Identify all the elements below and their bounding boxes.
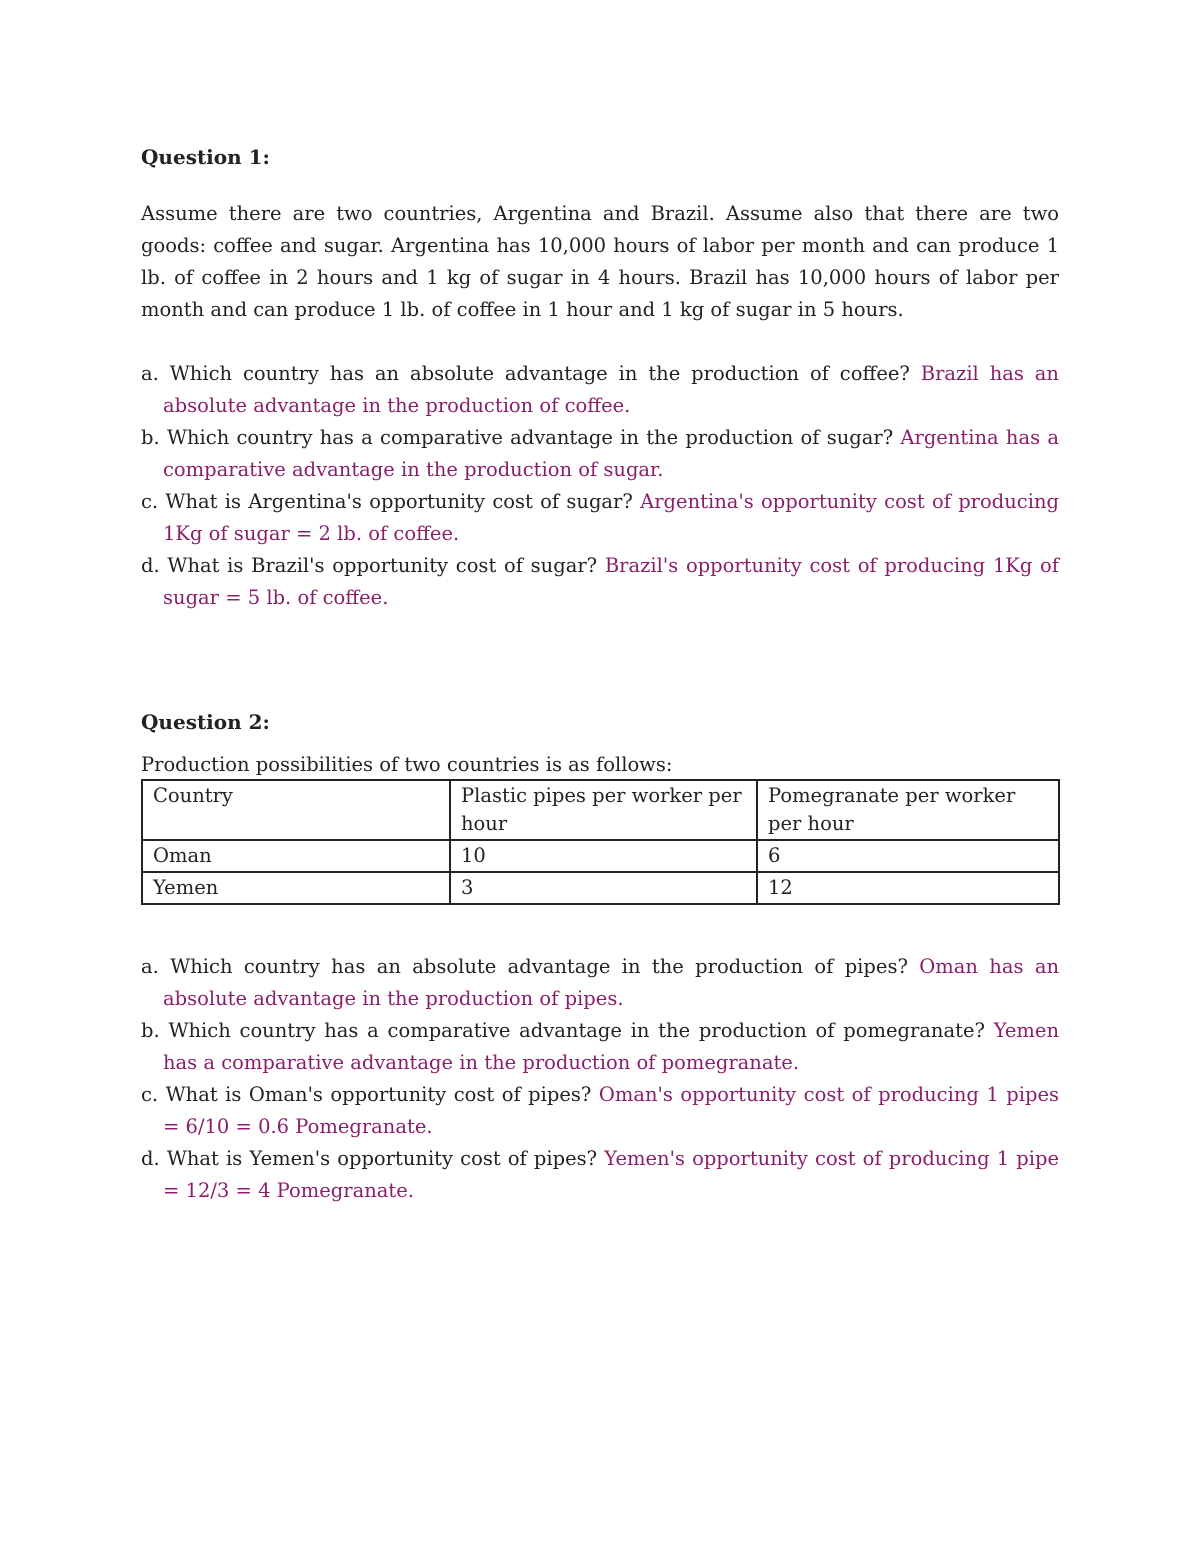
question-2-item-a [141,951,1059,1015]
item-answer: Brazil's opportunity cost of producing 1Kg of sugar = 5 lb. of coffee. [163,554,1059,609]
table-row [142,872,1059,904]
table-cell: 6 [757,840,1059,872]
item-question: Which country has a comparative advantage in the production of pomegranate? [168,1019,985,1042]
question-1-title: Question 1: [141,145,270,169]
item-label: b. [141,1019,160,1042]
item-label: a. [141,955,159,978]
item-label: b. [141,426,160,449]
question-1-item-a [141,358,1059,422]
item-label: d. [141,554,160,577]
production-table [141,779,1060,905]
question-1-item-d [141,550,1059,614]
item-question: What is Oman's opportunity cost of pipes? [165,1083,592,1106]
question-2-intro: Production possibilities of two countries is as follows: [141,753,673,776]
item-answer: Argentina has a comparative advantage in the production of sugar. [163,426,1059,481]
item-answer: Oman has an absolute advantage in the production of pipes. [163,955,1059,1010]
item-answer: Oman's opportunity cost of producing 1 pipes = 6/10 = 0.6 Pomegranate. [163,1083,1060,1138]
item-question: What is Yemen's opportunity cost of pipes? [166,1147,598,1170]
table-cell: Yemen [142,872,450,904]
header-cell: Plastic pipes per worker per hour [450,780,757,840]
question-1-list [141,358,1059,614]
header-cell: Country [142,780,450,840]
item-label: d. [141,1147,160,1170]
question-1-item-b [141,422,1059,486]
table-cell: 10 [450,840,757,872]
item-label: c. [141,490,159,513]
question-2-item-b [141,1015,1059,1079]
item-question: What is Brazil's opportunity cost of sugar? [167,554,598,577]
question-1-intro: Assume there are two countries, Argentina and Brazil. Assume also that there are two goods: coffee and sugar. Argentina has 10,000 hours of labor per month and can produce 1 lb. of coffee in 2 hours and 1 kg of sugar in 4 hours. Brazil has 10,000 hours of labor per month and can produce 1 lb. of coffee in 1 hour and 1 kg of sugar in 5 hours. [141,202,1059,321]
item-question: Which country has an absolute advantage in the production of coffee? [169,362,910,385]
table-cell: Oman [142,840,450,872]
table-header-row [142,780,1059,840]
question-2-item-c [141,1079,1059,1143]
item-label: c. [141,1083,159,1106]
question-2-title: Question 2: [141,710,270,734]
table-row [142,840,1059,872]
item-label: a. [141,362,159,385]
item-question: Which country has an absolute advantage in the production of pipes? [170,955,908,978]
question-2-item-d [141,1143,1059,1207]
item-answer: Argentina's opportunity cost of producing 1Kg of sugar = 2 lb. of coffee. [163,490,1059,545]
question-1-item-c [141,486,1059,550]
item-answer: Yemen has a comparative advantage in the production of pomegranate. [163,1019,1060,1074]
table-cell: 12 [757,872,1059,904]
item-answer: Brazil has an absolute advantage in the production of coffee. [163,362,1059,417]
header-cell: Pomegranate per worker per hour [757,780,1059,840]
item-answer: Yemen's opportunity cost of producing 1 pipe = 12/3 = 4 Pomegranate. [163,1147,1059,1202]
table-cell: 3 [450,872,757,904]
item-question: What is Argentina's opportunity cost of sugar? [165,490,633,513]
item-question: Which country has a comparative advantage in the production of sugar? [166,426,894,449]
question-2-list [141,951,1059,1207]
